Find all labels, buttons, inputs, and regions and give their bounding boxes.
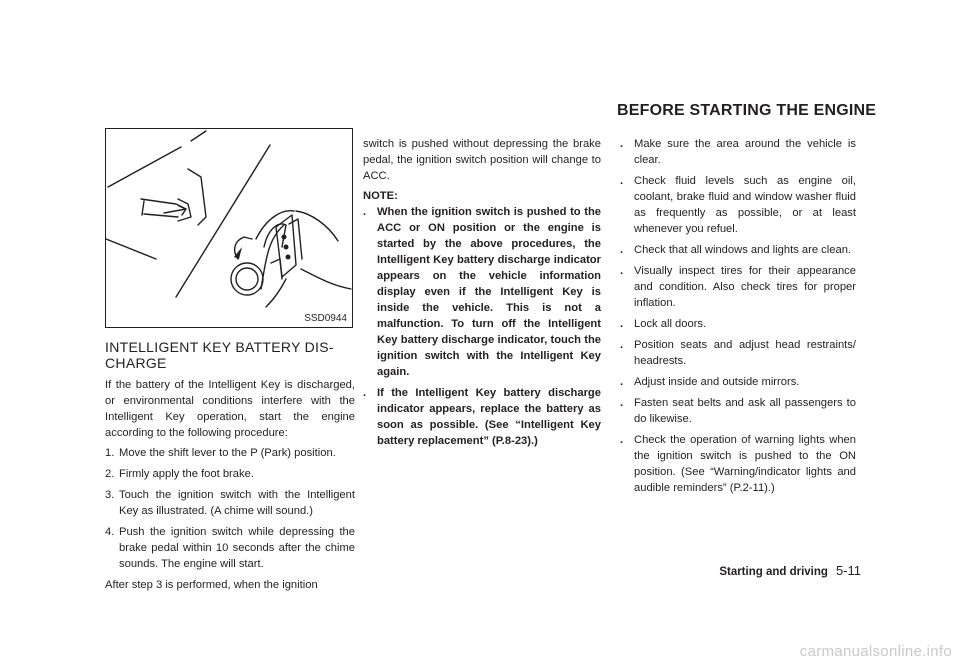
- bullet-mark: .: [620, 376, 624, 388]
- checklist-item: [620, 395, 856, 427]
- page-number: 5-11: [835, 563, 861, 578]
- step-text: Push the ignition switch while depressing the brake pedal within 10 seconds after the chime sounds. The engine will start.: [119, 526, 355, 570]
- bullet-mark: .: [620, 339, 624, 351]
- intelligent-key-illustration: [106, 129, 353, 328]
- note-item: [363, 385, 601, 449]
- checklist-text: Check the operation of warning lights when the ignition switch is pushed to the ON position. (See “Warning/indicator lights and audible reminders” (P.2-11).): [634, 434, 856, 494]
- step-item: [105, 466, 355, 482]
- checklist-item: [620, 374, 856, 390]
- illustration-figure: [105, 128, 353, 328]
- bullet-mark: .: [620, 244, 624, 256]
- bullet-mark: .: [363, 387, 367, 399]
- step-item: [105, 487, 355, 519]
- intro-paragraph: If the battery of the Intelligent Key is discharged, or environmental conditions interfere with the Intelligent Key operation, start the engine according to the following procedure:: [105, 379, 355, 439]
- section-header: BEFORE STARTING THE ENGINE: [617, 102, 877, 119]
- note-text: When the ignition switch is pushed to the ACC or ON position or the engine is started by the above procedures, the Intelligent Key battery discharge indicator appears on the vehicle information display even if the Intelligent Key is inside the vehicle. This is not a malfunction. To turn off the Intelligent Key battery discharge indicator, touch the ignition switch with the Intelligent Key again.: [377, 206, 601, 378]
- bullet-mark: .: [620, 434, 624, 446]
- checklist-item: [620, 136, 856, 168]
- step-text: Move the shift lever to the P (Park) position.: [119, 447, 336, 459]
- note-title: NOTE:: [363, 190, 398, 202]
- bullet-mark: .: [620, 265, 624, 277]
- checklist-text: Make sure the area around the vehicle is clear.: [634, 138, 856, 166]
- page-footer: [640, 563, 861, 578]
- bullet-mark: .: [620, 175, 624, 187]
- section-heading: [105, 339, 355, 371]
- checklist-text: Lock all doors.: [634, 318, 707, 330]
- footer-section-title: Starting and driving: [719, 566, 828, 578]
- figure-code: SSD0944: [304, 313, 347, 324]
- watermark: carmanualsonline.info: [799, 643, 952, 660]
- checklist-text: Check that all windows and lights are clean.: [634, 244, 852, 256]
- step-item: [105, 445, 355, 461]
- note-item: [363, 204, 601, 380]
- checklist-text: Position seats and adjust head restraints/ headrests.: [634, 339, 856, 367]
- bullet-mark: .: [363, 206, 367, 218]
- heading-line-1: INTELLIGENT KEY BATTERY DIS-: [105, 339, 334, 355]
- bullet-mark: .: [620, 318, 624, 330]
- left-column: [105, 339, 355, 597]
- step-number: 1.: [105, 447, 115, 459]
- heading-line-2: CHARGE: [105, 355, 167, 371]
- checklist-text: Check fluid levels such as engine oil, coolant, brake fluid and window washer fluid as frequently as possible, or at least whenever you refuel.: [634, 175, 856, 235]
- checklist-text: Visually inspect tires for their appearance and condition. Also check tires for proper inflation.: [634, 265, 856, 309]
- note-text: If the Intelligent Key battery discharge indicator appears, replace the battery as soon as possible. (See “Intelligent Key battery replacement” (P.8-23).): [377, 387, 601, 447]
- step-number: 3.: [105, 489, 115, 501]
- continued-paragraph: switch is pushed without depressing the brake pedal, the ignition switch position will change to ACC.: [363, 138, 601, 182]
- step-text: Firmly apply the foot brake.: [119, 468, 254, 480]
- checklist-item: [620, 337, 856, 369]
- middle-column: [363, 136, 601, 454]
- step-number: 4.: [105, 526, 115, 538]
- checklist-item: [620, 263, 856, 311]
- checklist-text: Adjust inside and outside mirrors.: [634, 376, 800, 388]
- right-column: [620, 136, 856, 501]
- bullet-mark: .: [620, 138, 624, 150]
- step-text: Touch the ignition switch with the Intelligent Key as illustrated. (A chime will sound.): [119, 489, 355, 517]
- bullet-mark: .: [620, 397, 624, 409]
- after-paragraph: After step 3 is performed, when the ignition: [105, 579, 318, 591]
- checklist-item: [620, 173, 856, 237]
- checklist-text: Fasten seat belts and ask all passengers to do likewise.: [634, 397, 856, 425]
- checklist-item: [620, 316, 856, 332]
- checklist-item: [620, 242, 856, 258]
- step-item: [105, 524, 355, 572]
- checklist-item: [620, 432, 856, 496]
- step-number: 2.: [105, 468, 115, 480]
